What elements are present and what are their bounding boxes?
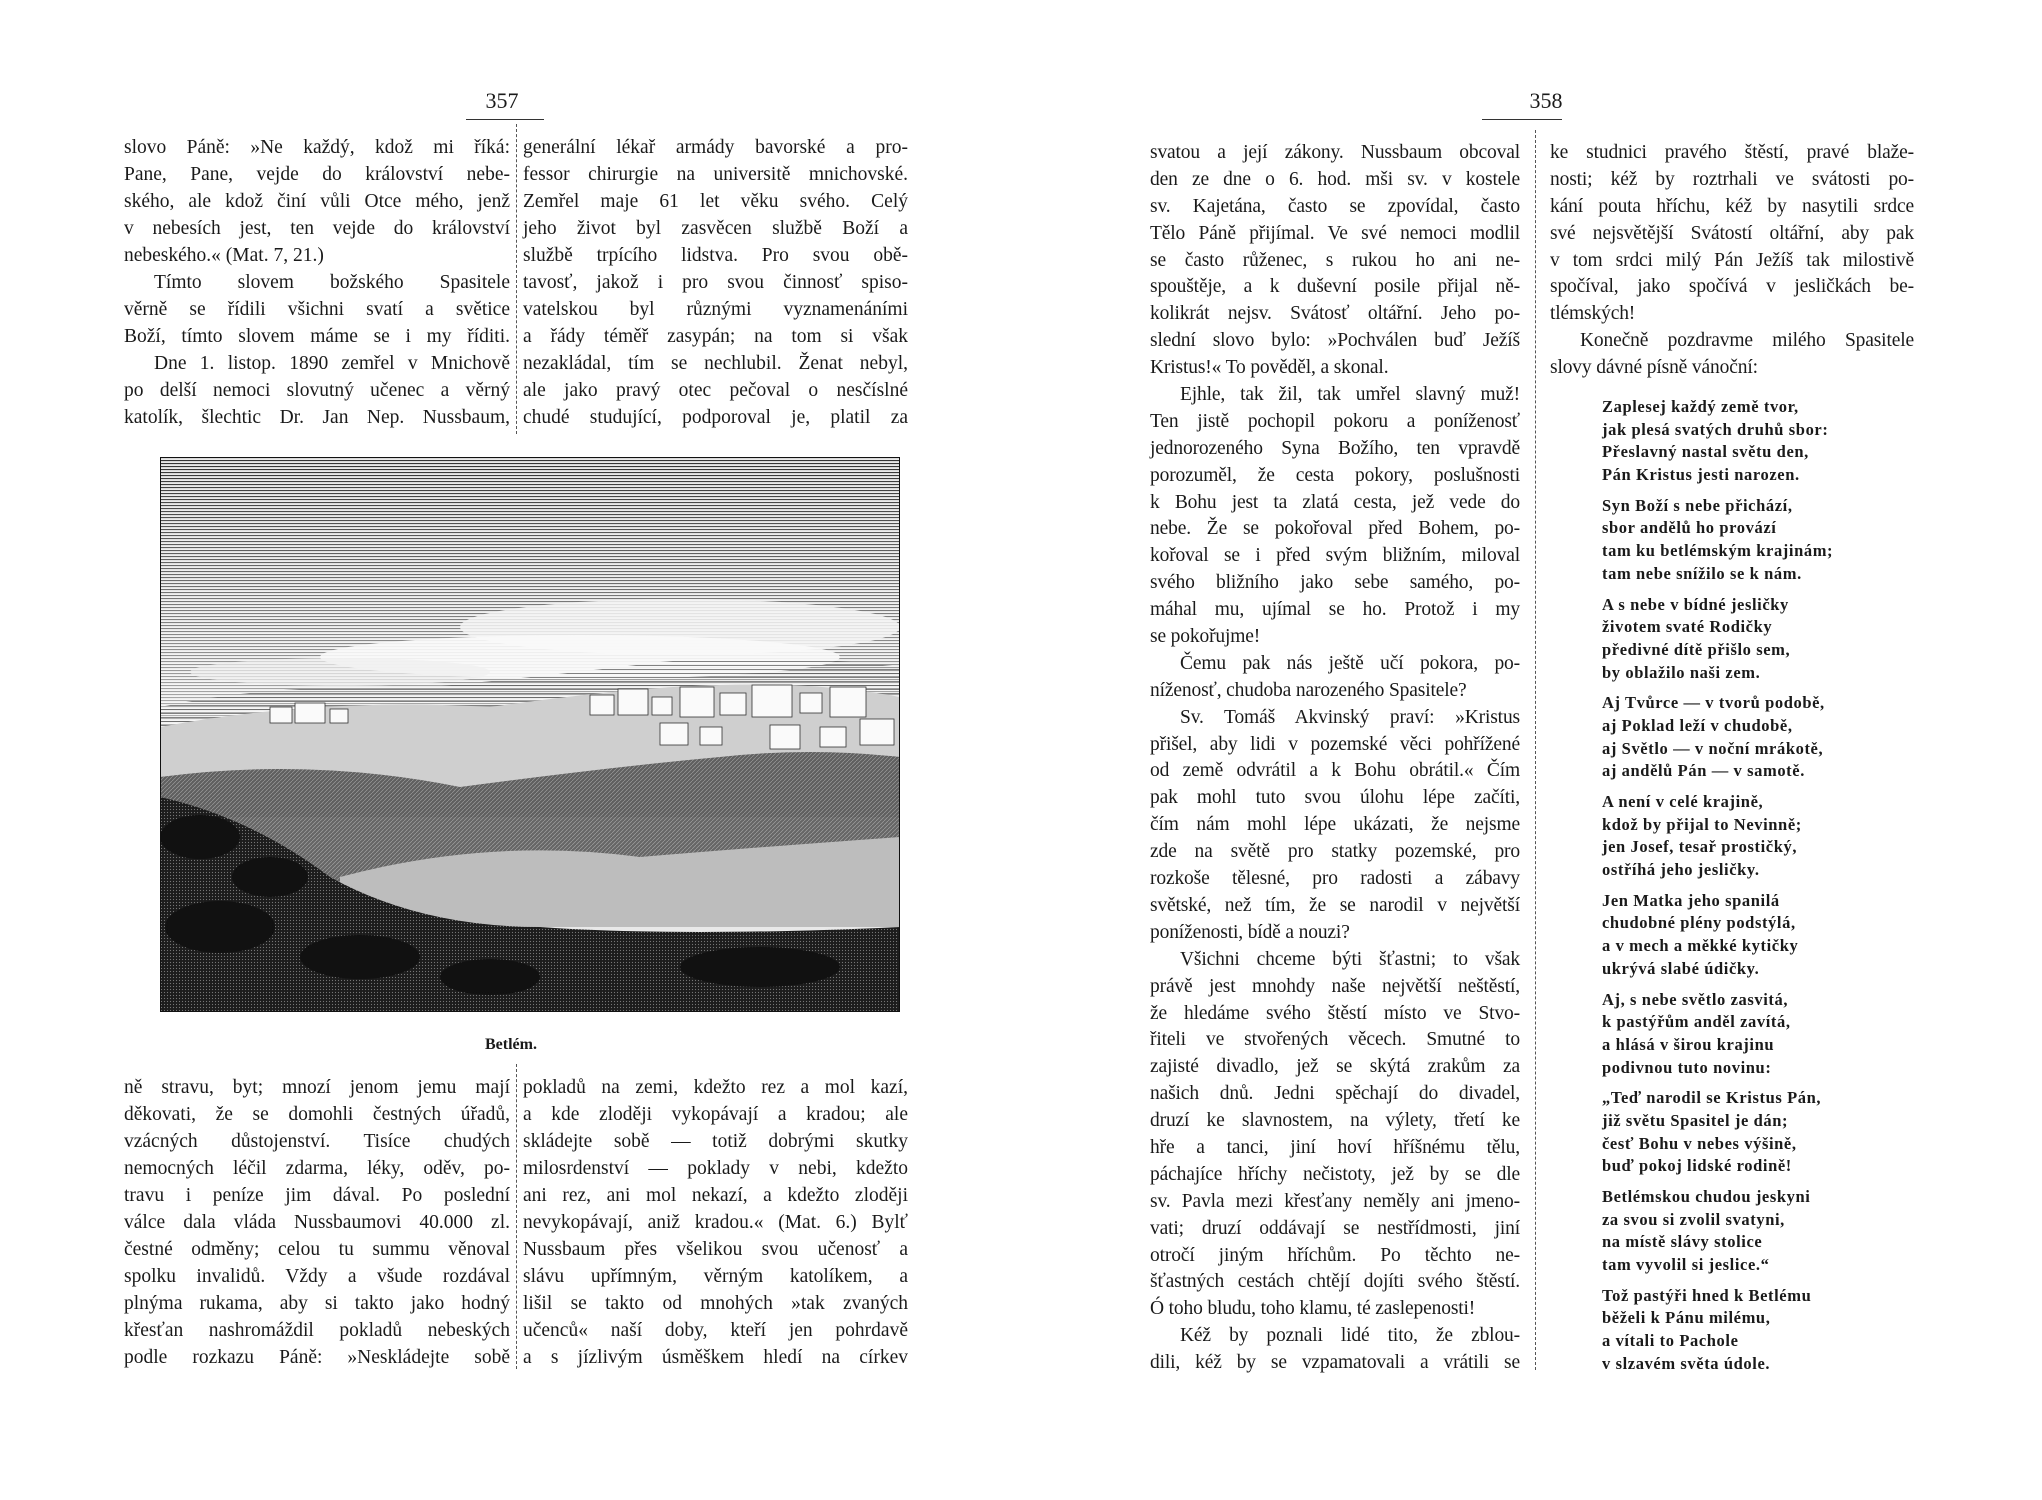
text-line: svatou a její zákony. Nussbaum obcoval <box>1150 142 1520 163</box>
text-line: spolku invalidů. Vždy a všude rozdával <box>124 1266 510 1287</box>
text-line: věrně se řídili všichni svatí a světice <box>124 299 510 320</box>
text-line: slávu upřímným, věrným katolíkem, a <box>523 1266 908 1287</box>
text-line: vati; druzí oddávají se nestřídmosti, jiní <box>1150 1217 1520 1239</box>
text-line: chudé studující, podporoval je, platil za <box>523 407 908 428</box>
poem-line: a v mech a měkké kytičky <box>1602 936 1799 956</box>
text-line: Dne 1. listop. 1890 zemřel v Mnichově <box>154 353 510 374</box>
poem-line: česť Bohu v nebes výšině, <box>1602 1133 1797 1153</box>
text-line: otročí jiným hříchům. Po těchto ne- <box>1150 1244 1520 1266</box>
text-line: rozkoše tělesné, pro radosti a zábavy <box>1150 868 1520 890</box>
text-line: níženosť, chudoba narozeného Spasitele? <box>1150 679 1467 701</box>
text-line: světské, než tím, že se narodil v největší <box>1150 894 1520 916</box>
text-line: kání pouta hříchu, kéž by nasytili srdce <box>1550 195 1914 217</box>
poem-line: chudobné plény podstýlá, <box>1602 913 1796 933</box>
left-top-column-1 <box>124 134 510 431</box>
text-line: válce dala vláda Nussbaumovi 40.000 zl. <box>124 1212 510 1233</box>
text-line: Nussbaum přes všelikou svou učenosť a <box>523 1239 908 1260</box>
column-divider <box>516 1064 517 1369</box>
text-line: Boží, tímto slovem máme se i my říditi. <box>124 326 510 347</box>
poem-stanza <box>1602 1186 1833 1277</box>
poem-line: na místě slávy stolice <box>1602 1232 1763 1252</box>
poem-line: Aj Tvůrce — v tvorů podobě, <box>1602 693 1825 713</box>
text-line: druzí ke slavnostem, na výlety, třetí ke <box>1150 1110 1520 1132</box>
text-line: sv. Kajetána, často se zpovídal, často <box>1150 195 1520 217</box>
text-line: tavosť, jakož i pro svou činnosť spiso- <box>523 272 908 293</box>
text-line: službě trpícího lidstva. Pro svou obě- <box>523 245 908 266</box>
poem-stanza <box>1602 692 1833 783</box>
poem-line: by oblažilo naši zem. <box>1602 662 1761 682</box>
text-line: páchajíce hříchy nečistoty, jež by se dle <box>1150 1163 1520 1185</box>
poem-line: v slzavém světa údole. <box>1602 1353 1771 1373</box>
text-line: nemocných léčil zdarma, léky, oděv, po- <box>124 1158 510 1179</box>
text-line: v tom srdci milý Pán Ježíš tak milostivě <box>1550 249 1914 271</box>
poem-line: jak plesá svatých druhů sbor: <box>1602 419 1829 439</box>
poem-line: životem svaté Rodičky <box>1602 617 1773 637</box>
text-line: a kde zloději vykopávají a kradou; ale <box>523 1104 908 1125</box>
text-line: nevykopávají, aniž kradou.« (Mat. 6.) Bylť <box>523 1212 908 1233</box>
poem-line: již světu Spasitel je dán; <box>1602 1110 1789 1130</box>
illustration-caption: Betlém. <box>485 1036 537 1053</box>
poem-line: Pán Kristus jesti narozen. <box>1602 465 1800 485</box>
text-line: čím nám mohl lépe ukázati, že nejsme <box>1150 814 1520 836</box>
text-line: ského, ale kdož činí vůli Otce mého, jenž <box>124 191 510 212</box>
text-line: učenců« naší doby, kteří jen pohrdavě <box>523 1320 908 1341</box>
poem-line: Přeslavný nastal světu den, <box>1602 442 1809 462</box>
text-line: Čemu pak nás ještě učí pokora, po- <box>1180 652 1520 674</box>
column-divider <box>516 124 517 434</box>
text-line: a řády téměř zasypán; na tom si však <box>523 326 908 347</box>
text-line: den ze dne o 6. hod. mši sv. v kostele <box>1150 168 1520 190</box>
poem-line: Zaplesej každý země tvor, <box>1602 397 1799 416</box>
poem-stanza <box>1602 396 1833 487</box>
text-line: nebeského.« (Mat. 7, 21.) <box>124 245 324 266</box>
text-line: ně stravu, byt; mnozí jenom jemu mají <box>124 1077 510 1098</box>
text-line: Kristus!« To pověděl, a skonal. <box>1150 357 1389 379</box>
poem-line: aj andělů Pán — v samotě. <box>1602 761 1805 781</box>
text-line: kolikrát nejsv. Svátosť oltářní. Jeho po- <box>1150 303 1520 325</box>
text-line: právě jest mnohdy naše největší neštěstí, <box>1150 975 1520 997</box>
text-line: Konečně pozdravme milého Spasitele <box>1580 330 1914 352</box>
poem-stanza <box>1602 1285 1833 1376</box>
poem-line: aj Poklad leží v chudobě, <box>1602 715 1793 735</box>
page-number-left: 357 <box>485 88 519 113</box>
text-line: jeho život byl zasvěcen službě Boží a <box>523 218 908 239</box>
bethlehem-engraving <box>160 457 900 1012</box>
text-line: vzácných důstojenství. Tisíce chudých <box>124 1131 510 1152</box>
poem-line: Aj, s nebe světlo zasvitá, <box>1602 989 1789 1009</box>
text-line: skládejte sobě — totiž dobrými skutky <box>523 1131 908 1152</box>
poem-stanza <box>1602 594 1833 685</box>
text-line: poníženosti, bídě a nouzi? <box>1150 921 1350 943</box>
poem-line: „Teď narodil se Kristus Pán, <box>1602 1088 1822 1108</box>
text-line: fessor chirurgie na universitě mnichovské. <box>523 164 908 185</box>
text-line: Ejhle, tak žil, tak umřel slavný muž! <box>1180 384 1520 406</box>
poem-line: k pastýřům anděl zavítá, <box>1602 1012 1791 1032</box>
text-line: travu i peníze jim dával. Po poslední <box>124 1185 510 1206</box>
text-line: přišel, aby lidi v pozemské věci pohřížené <box>1150 733 1520 755</box>
column-divider <box>1535 130 1536 1370</box>
text-line: ale jako pravý otec pečoval o nesčíslné <box>523 380 908 401</box>
text-line: plnýma rukama, aby si takto jako hodný <box>124 1293 510 1314</box>
right-column-1 <box>1150 140 1520 1377</box>
text-line: Všichni chceme býti šťastni; to však <box>1180 948 1520 970</box>
text-line: pak mohl tuto svou úlohu lépe začíti, <box>1150 787 1520 809</box>
text-line: lišil se takto od mnohých »tak zvaných <box>523 1293 908 1314</box>
poem-stanza <box>1602 791 1833 882</box>
text-line: po delší nemoci slovutný učenec a věrný <box>124 380 510 401</box>
poem-line: Betlémskou chudou jeskyni <box>1602 1187 1811 1206</box>
poem-line: sbor andělů ho provází <box>1602 518 1777 538</box>
page-number-right: 358 <box>1529 88 1563 113</box>
poem-line: jen Josef, tesař prostičký, <box>1602 837 1798 857</box>
poem-line: předivné dítě přišlo sem, <box>1602 639 1791 659</box>
text-line: milosrdenství — poklady v nebi, kdežto <box>523 1158 908 1179</box>
text-line: Zemřel maje 61 let věku svého. Celý <box>523 191 908 212</box>
text-line: Kéž by poznali lidé tito, že zblou- <box>1180 1325 1520 1347</box>
poem-line: kdož by přijal to Nevinně; <box>1602 814 1802 834</box>
poem-line: aj Světlo — v noční mrákotě, <box>1602 738 1824 758</box>
text-line: vatelskou byl různými vyznamenáními <box>523 299 908 320</box>
text-line: nezakládal, tím se nechlubil. Ženat nebyl, <box>523 353 908 374</box>
poem-line: podivnou tuto novinu: <box>1602 1057 1772 1077</box>
poem-line: A s nebe v bídné jesličky <box>1602 594 1789 614</box>
text-line: k Bohu jest ta zlatá cesta, jež vede do <box>1150 491 1520 513</box>
text-line: Tělo Páně přijímal. Ve své nemoci modlil <box>1150 222 1520 244</box>
poem-line: ostříhá jeho jesličky. <box>1602 860 1760 880</box>
text-line: generální lékař armády bavorské a pro- <box>523 137 908 158</box>
text-line: slovy dávné písně vánoční: <box>1550 357 1758 379</box>
text-line: od země odvrátil a k Bohu obrátil.« Čím <box>1150 760 1520 782</box>
text-line: hře a tanci, jiní hoví hříšnému tělu, <box>1150 1136 1520 1158</box>
header-rule-right <box>1482 119 1562 120</box>
text-line: a s jízlivým úsměškem hledí na církev <box>523 1347 908 1368</box>
text-line: svého bližního jako sebe samého, po- <box>1150 572 1520 594</box>
text-line: Sv. Tomáš Akvinský praví: »Kristus <box>1180 706 1520 728</box>
text-line: nosti; kéž by roztrhali ve svátosti po- <box>1550 168 1914 190</box>
text-line: pokladů na zemi, kdežto rez a mol kazí, <box>523 1077 908 1098</box>
text-line: šťastných cestách chtějí dojíti svého štěstí. <box>1150 1271 1520 1293</box>
christmas-hymn <box>1602 396 1833 1384</box>
poem-line: Syn Boží s nebe přichází, <box>1602 495 1793 515</box>
text-line: řiteli ve stvořených věcech. Smutné to <box>1150 1029 1520 1051</box>
text-line: zde na světě pro statky pozemské, pro <box>1150 841 1520 863</box>
poem-line: běželi k Pánu milému, <box>1602 1308 1771 1328</box>
text-line: ke studnici pravého štěstí, pravé blaže- <box>1550 142 1914 163</box>
text-line: Ten jistě pochopil pokoru a poníženosť <box>1150 410 1520 432</box>
poem-stanza <box>1602 1087 1833 1178</box>
poem-stanza <box>1602 495 1833 586</box>
text-line: dili, kéž by se vzpamatovali a vrátili se <box>1150 1352 1520 1374</box>
text-line: tlémských! <box>1550 303 1636 325</box>
text-line: máhal mu, ujímal se ho. Protož i my <box>1150 599 1520 621</box>
text-line: Pane, Pane, vejde do království nebe- <box>124 164 510 185</box>
text-line: křesťan nashromáždil pokladů nebeských <box>124 1320 510 1341</box>
text-line: porozuměl, že cesta pokory, poslušnosti <box>1150 464 1520 486</box>
right-column-2 <box>1550 140 1914 382</box>
poem-line: a vítali to Pachole <box>1602 1331 1739 1351</box>
text-line: zajisté divadlo, jež se skýtá zrakům za <box>1150 1056 1520 1078</box>
text-line: podle rozkazu Páně: »Neskládejte sobě <box>124 1347 510 1368</box>
left-top-column-2 <box>523 134 908 431</box>
text-line: děkovati, že se domohli čestných úřadů, <box>124 1104 510 1125</box>
poem-line: buď pokoj lidské rodině! <box>1602 1156 1792 1176</box>
text-line: katolík, šlechtic Dr. Jan Nep. Nussbaum, <box>124 407 510 428</box>
text-line: spočíval, jako spočívá v jesličkách be- <box>1550 276 1914 298</box>
text-line: sv. Pavla mezi křesťany neměly ani jmeno- <box>1150 1190 1520 1212</box>
text-line: své nejsvětější Svátostí oltářní, aby pak <box>1550 222 1914 244</box>
poem-line: Tož pastýři hned k Betlému <box>1602 1285 1812 1305</box>
text-line: kořoval se i před svým bližním, miloval <box>1150 545 1520 567</box>
poem-line: za svou si zvolil svatyni, <box>1602 1209 1785 1229</box>
text-line: slovo Páně: »Ne každý, kdož mi říká: <box>124 137 510 158</box>
text-line: ani rez, ani mol nekazí, a kdežto zloději <box>523 1185 908 1206</box>
text-line: se často růženec, s rukou ho ani ne- <box>1150 249 1520 271</box>
text-line: čestné odměny; celou tu summu věnoval <box>124 1239 510 1260</box>
text-line: Ó toho bludu, toho klamu, té zaslepenosti! <box>1150 1298 1476 1320</box>
text-line: Tímto slovem božského Spasitele <box>154 272 510 293</box>
poem-stanza <box>1602 989 1833 1080</box>
poem-line: A není v celé krajině, <box>1602 792 1764 811</box>
header-rule-left <box>466 119 544 120</box>
poem-line: a hlásá v širou krajinu <box>1602 1034 1775 1054</box>
text-line: jednorozeného Syna Božího, ten vpravdě <box>1150 437 1520 459</box>
text-line: že hledáme svého štěstí místo ve Stvo- <box>1150 1002 1520 1024</box>
poem-line: tam nebe snížilo se k nám. <box>1602 563 1802 583</box>
text-line: našich dnů. Jedni spěchají do divadel, <box>1150 1083 1520 1105</box>
text-line: v nebesích jest, ten vejde do království <box>124 218 510 239</box>
left-bottom-column-2 <box>523 1074 908 1371</box>
text-line: se pokořujme! <box>1150 626 1261 648</box>
poem-line: ukrývá slabé údičky. <box>1602 958 1760 978</box>
text-line: nebe. Že se pokořoval před Bohem, po- <box>1150 518 1520 540</box>
poem-line: Jen Matka jeho spanilá <box>1602 890 1780 910</box>
left-bottom-column-1 <box>124 1074 510 1371</box>
poem-line: tam vyvolil si jeslice.“ <box>1602 1255 1770 1275</box>
text-line: slední slovo bylo: »Pochválen buď Ježíš <box>1150 330 1520 352</box>
poem-line: tam ku betlémským krajinám; <box>1602 541 1834 561</box>
text-line: spouštěje, a k duševní posile přijal ně- <box>1150 276 1520 298</box>
poem-stanza <box>1602 890 1833 981</box>
